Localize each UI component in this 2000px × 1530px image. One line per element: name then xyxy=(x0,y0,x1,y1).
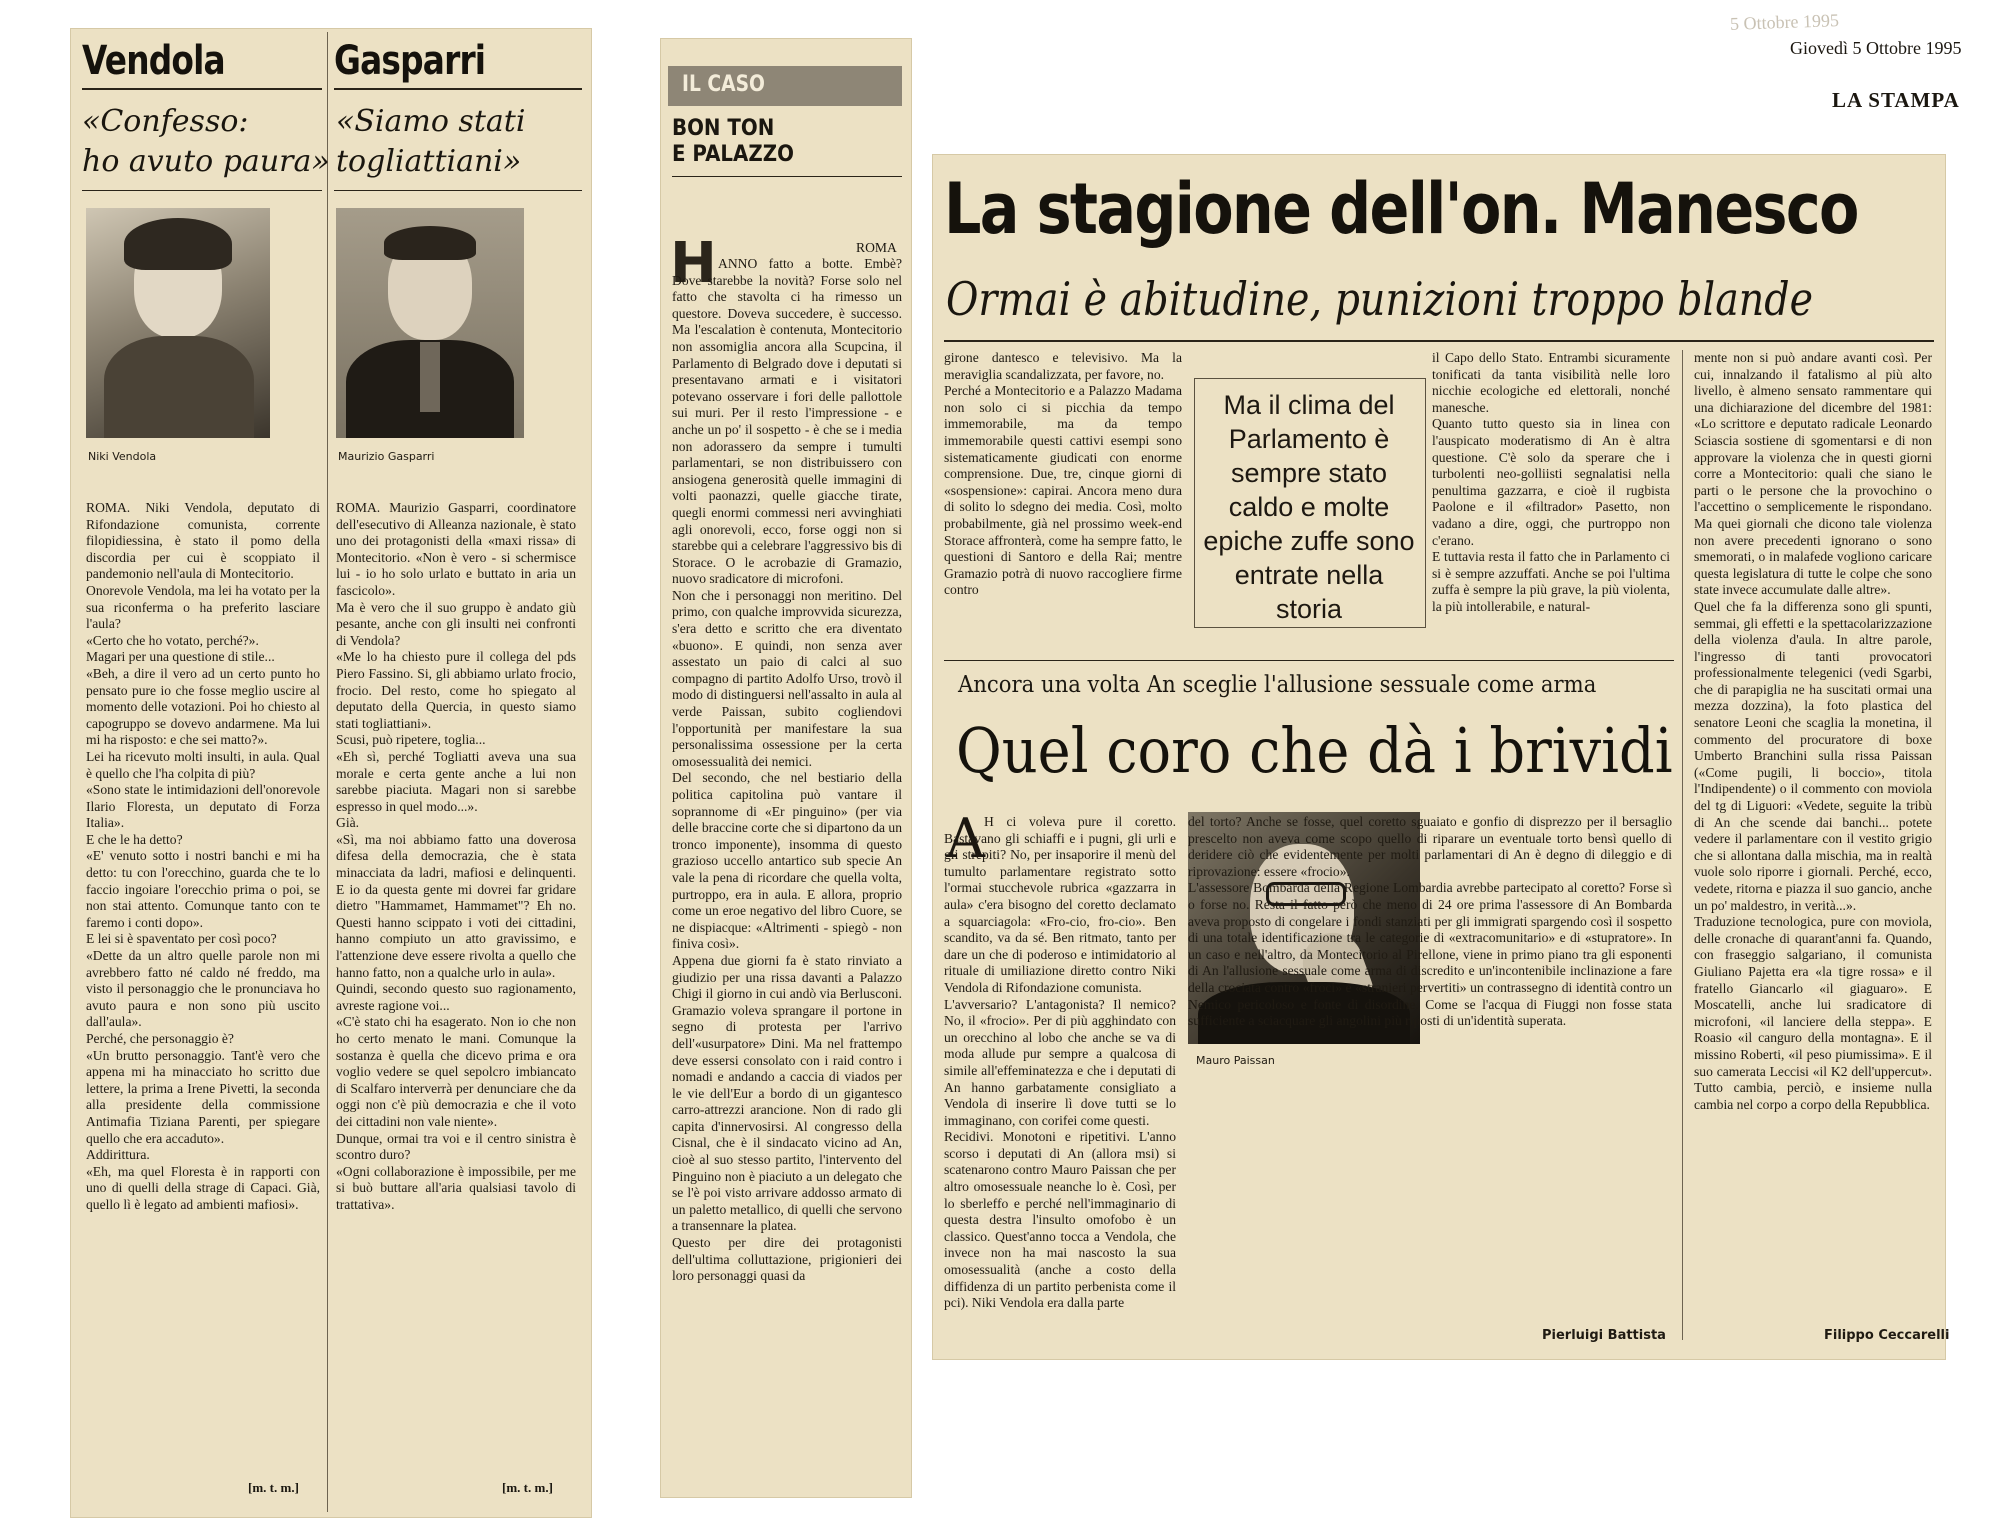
main-col3: mente non si può andare avanti così. Per cui, innalzando il fatalismo al più alto livello, è almeno sensato rammentare qui una dichiarazione del dicembre del 1981: «Lo scrittore e deputato radicale Leonardo Sciascia sostiene di sgomentarsi e di non approvare la violenza che in questi giorni corre a Montecitorio: quali che siano le parti o le persone che la provochino o l'accettino o semplicemente le rispondano. Ma quei giornali che dicono tale violenza non avere precedenti ignorano o sono smemorati, o in malafede vogliono caricare questa legislatura di tutte le colpe che sono state invece accumulate dalle altre». Quel che fa la differenza sono gli spunti, semmai, gli effetti e la spettacolarizzazione della violenza d'aula. In altre parole, l'ingresso di tanti provocatori professionalmente telegenici (vedi Sgarbi, che di parapiglia ne ha suscitati ormai una mezza dozzina), la foto plastica del senatore Leoni che scaglia la monetina, il commento del procuratore di boxe Umberto Branchini sulla rissa Paissan («Come pugili, li boccio», titola l'Indipendente) o il commento con moviola del tg di Liguori: «Vedete, seguite la tribù di An che scende dai banchi... potete vedere il parlamentare con il vestito grigio che si allontana dalla mischia, ma in realtà vuole solo riporre i giornali. Perché, ecco, vedete, ritorna e piazza il suo gancio, anche un po' maldestro, in verità...». Traduzione tecnologica, pure con moviola, delle cronache di quarant'anni fa. Quando, con fraseggio salgariano, il comunista Giuliano Pajetta era «la tigre rossa» e il fratello Giancarlo «il giaguaro». E Moscatelli, anche lui sradicatore di microfoni, «il lanciere della steppa». E Roasio «il canguro della montagna». E il missino Roberti, «il peso piumissima». E il suo camerata Leccisi «il K2 dell'uppercut». Tutto cambia, perciò, e insieme nulla cambia nel corpo a corpo della Repubblica. xyxy=(1694,350,1932,1112)
main-col2: il Capo dello Stato. Entrambi sicuramente tonificati da tanta visibilità nelle loro nicchie ecologiche ed elettorali, nonché manesche. Quanto tutto questo sia in linea con l'auspicato moderatismo di An è altra questione. C'è solo da sperare che i turbolenti neo-golliisti segnalatisi nella penultima gazzarra, e cioè il rugbista Paolone e il «filtrador» Pasetto, non vadano a dire, oggi, che purtroppo non c'erano. E tuttavia resta il fatto che in Parlamento ci si è sempre azzuffati. Anche se poi l'ultima zuffa è sempre la più grave, la più violenta, la più intollerabile, e natural- xyxy=(1432,350,1670,614)
gasparri-quote-line2: togliattiani» xyxy=(336,144,522,179)
vendola-byline: [m. t. m.] xyxy=(248,1480,299,1495)
gasparri-photo xyxy=(336,208,524,438)
vendola-quote-line2: ho avuto paura» xyxy=(82,144,330,179)
vendola-quote-line1: «Confesso: xyxy=(82,104,249,139)
main-byline: Filippo Ceccarelli xyxy=(1824,1328,1950,1343)
main-col3-divider xyxy=(1682,350,1683,1340)
paissan-photo-caption: Mauro Paissan xyxy=(1196,1054,1275,1067)
masthead-date: Giovedì 5 Ottobre 1995 xyxy=(1790,38,1962,58)
main-headline: La stagione dell'on. Manesco xyxy=(944,168,1858,250)
caso-dateline: ROMA xyxy=(856,240,897,255)
vendola-name: Vendola xyxy=(82,38,225,84)
coro-headline: Quel coro che dà i brividi xyxy=(956,714,1673,787)
column-divider xyxy=(327,32,328,1512)
masthead-stamp: 5 Ottobre 1995 xyxy=(1729,10,1840,34)
gasparri-name: Gasparri xyxy=(334,38,486,84)
coro-kicker: Ancora una volta An sceglie l'allusione sessuale come arma xyxy=(958,672,1597,698)
coro-dropcap: A xyxy=(946,807,985,870)
main-col1: girone dantesco e televisivo. Ma la meraviglia scandalizzata, per favore, no. Perché a Montecitorio e a Palazzo Madama non solo ci si picchia da tempo immemorabile, ma da tempo immemorabile questi cattivi esempi sono sistematicamente giudicati con enorme comprensione. Due, tre, cinque giorni di «sospensione»: capirai. Ancora meno dura di solito lo sdegno dei media. Così, molto probabilmente, già nel prossimo week-end Storace affronterà, come ha sempre fatto, le questioni di Santoro e della Rai; mentre Gramazio potrà di nuovo raccogliere firme contro xyxy=(944,350,1182,598)
gasparri-interview-text: ROMA. Maurizio Gasparri, coordinatore dell'esecutivo di Alleanza nazionale, è stato uno dei protagonisti della «maxi rissa» di Montecitorio. «Non è vero - si schermisce lui - io ho solo urlato e buttato in aria un fascicolo». Ma è vero che il suo gruppo è andato giù pesante, anche con gli insulti nei confronti di Vendola? «Me lo ha chiesto pure il collega del pds Piero Fassino. Si, gli abbiamo urlato frocio, frocio. Del resto, come ho spiegato al deputato della Quercia, in questo siamo stati togliattiani». Scusi, può ripetere, toglia... «Eh sì, perché Togliatti aveva una sua morale e certa gente anche a lui non sarebbe piaciuta. Magari non si sarebbe espresso in quel modo...». Già. «Sì, ma noi abbiamo fatto una doverosa difesa della democrazia, che è stata minacciata da ladri, mafiosi e delinquenti. E io da questa gente mi dovrei far gridare dietro "Hammamet, Hammamet"? Eh no. Questi hanno scippato i voti dei cittadini, hanno compiuto un atto gravissimo, e l'attenzione deve essere rivolta a quello che hanno fatto, non a qualche urlo in aula». Quindi, secondo questo suo ragionamento, avreste ragione voi... «C'è stato chi ha esagerato. Non io che non ho certo menato le mani. Comunque la sostanza è quella che dicevo prima e ora voglio vedere se quel sepolcro imbiancato di Scalfaro interverrà per denunciare che da oggi non c'è più democrazia e che il voto dei cittadini non vale niente». Dunque, ormai tra voi e il centro sinistra è scontro duro? «Ogni collaborazione è impossibile, per me si buò buttare all'aria qualsiasi tavolo di trattativa». xyxy=(336,500,576,1212)
vendola-interview-text: ROMA. Niki Vendola, deputato di Rifondazione comunista, corrente filopidiessina, è stato il pomo della discordia per cui è scoppiato il pandemonio nell'aula di Montecitorio. Onorevole Vendola, ma lei ha votato per la sua riconferma o ha preferito lasciare l'aula? «Certo che ho votato, perché?». Magari per una questione di stile... «Beh, a dire il vero ad un certo punto ho pensato pure io che fosse meglio uscire al momento delle votazioni. Poi ho chiesto al capogruppo se dovevo andarmene. Ma lui mi ha risposto: e che sei matto?». Lei ha ricevuto molti insulti, in aula. Qual è quello che l'ha colpita di più? «Sono state le intimidazioni dell'onorevole Ilario Floresta, un deputato di Forza Italia». E che le ha detto? «E' venuto sotto i nostri banchi e mi ha detto: tu con l'orecchino, guarda che te lo faccio ingoiare l'orecchio prima o poi, se non stai attento. Comunque tanto con te faremo i conti dopo». E lei si è spaventato per così poco? «Dette da un altro quelle parole non mi avrebbero fatto né caldo né freddo, ma visto il personaggio che le pronunciava ho avuto paura e non sono più uscito dall'aula». Perché, che personaggio è? «Un brutto personaggio. Tant'è vero che appena mi ha minacciato ho scritto due lettere, la prima a Irene Pivetti, la seconda alla presidente della commissione Antimafia Tiziana Parenti, per spiegare quello che era accaduto». Addirittura. «Eh, ma quel Floresta è in rapporti con uno di quelli della strage di Capaci. Già, quello lì è legato ad ambienti mafiosi». xyxy=(86,500,320,1212)
main-pullquote: Ma il clima del Parlamento è sempre stato caldo e molte epiche zuffe sono entrate nella storia xyxy=(1203,390,1415,624)
gasparri-top-rule xyxy=(334,88,582,90)
masthead-paper: LA STAMPA xyxy=(1832,88,1960,112)
gasparri-quote-line1: «Siamo stati xyxy=(336,104,526,139)
gasparri-photo-caption: Maurizio Gasparri xyxy=(338,450,435,463)
coro-col2: del torto? Anche se fosse, quel coretto sguaiato e gonfio di disprezzo per il bersaglio prescelto non aveva come scopo quello di riparare un eventuale torto bensì quello di deridere ciò che evidentemente per molti parlamentari di An è degno di dileggio e di riprovazione: essere «frocio». L'assessore Bombarda della Regione Lombardia avrebbe partecipato al coretto? Forse sì o forse no. Resta il fatto però che meno di 24 ore prima l'assessore di An Bombarda aveva proposto di congelare i fondi stanziati per gli immigrati spargendo così il sospetto di una totale identificazione tra le categorie di «extracomunitario» e di «stupratore». In un caso e nell'altro, da Montecitorio al Pirellone, viene in primo piano tra gli esponenti di An l'allusione sessuale come arma di discredito e un'incontenibile inclinazione a fare della crociata contro «froci» e «stranieri pervertiti» un contrassegno di identità contro un Nemico pericoloso e fonte di disordine. Come se l'acqua di Fiuggi non fosse stata sufficiente a sciacquare gli angolini più riposti di un'identità superata. xyxy=(1188,814,1672,1029)
caso-title-line2: E PALAZZO xyxy=(672,142,794,167)
coro-byline: Pierluigi Battista xyxy=(1542,1328,1666,1343)
vendola-photo xyxy=(86,208,270,438)
caso-kicker: IL CASO xyxy=(682,72,765,97)
main-subhead-rule xyxy=(944,340,1934,342)
coro-top-rule xyxy=(944,660,1674,661)
caso-title-rule xyxy=(672,176,902,177)
vendola-top-rule xyxy=(82,88,322,90)
vendola-quote-rule xyxy=(82,190,322,191)
caso-text-body: ANNO fatto a botte. Embè? Dove starebbe la novità? Forse solo nel fatto che stavolta ci ha rimesso un questore. Doveva succedere, è successo. Ma l'escalation è contenuta, Montecitorio non assomiglia ancora alla Scupcina, il Parlamento di Belgrado dove i deputati si presentavano armati e i visitatori potevano osservare i fori delle pallottole sui muri. Per il resto l'impressione - e anche un po' il sospetto - è che se i media non adorassero da sempre i tumulti parlamentari, se non distribuissero con ansiogena generosità quelle immagini di volti paonazzi, quelle giacche tirate, quegli enormi commessi neri avvinghiati agli onorevoli, ecco, forse oggi non si starebbe qui a celebrare l'aggressivo bis di Storace. O le acrobazie di Gramazio, nuovo sradicatore di microfoni. Non che i personaggi non meritino. Del primo, con qualche improvvida sicurezza, s'era detto e scritto che era diventato «buono». E quindi, non senza aver assestato un paio di calci al suo compagno di partito Adolfo Urso, trovò il modo di distinguersi nell'assalto in aula al verde Paissan, subito cogliendovi l'opportunità per manifestare la sua personalissima ossessione per la certa omosessualità dei nemici. Del secondo, che nel bestiario della politica capitolina può vantare il soprannome di «Er pinguino» (per via delle braccine corte che si dipartono da un tronco imponente), insomma di questo grazioso uccello antartico sub specie An vale la pena di ricordare che quella volta, purtroppo, era in aula. E allora, proprio come un eroe negativo del libro Cuore, se ne dispiacque: «Altrimenti - spiegò - non finiva così». Appena due giorni fa è stato rinviato a giudizio per una rissa davanti a Palazzo Chigi il giorno in cui andò via Berlusconi. Gramazio voleva sprangare il portone in segno di protesta per l'arrivo dell'«usurpatore» Dini. Ma nel frattempo deve essersi consolato con i raid contro i nomadi e andando a caccia di viados per le vie dell'Eur a bordo di un gigantesco carro-attrezzi arancione. Non di rado gli capita d'innervosirsi. Al congresso della Cisnal, che è il sindacato vicino ad An, cioè al suo stesso partito, l'intervento del Pinguino non è piaciuto a un delegato che se l'è poi visto arrivare addosso armato di un paletto metallico, di quelli che servono a transennare la platea. Questo per dire dei protagonisti dell'ultima colluttazione, prigionieri dei loro personaggi quasi da xyxy=(672,256,902,1284)
coro-col1: H ci voleva pure il coretto. Bastavano gli schiaffi e i pugni, gli urli e gli strepiti? No, per insaporire il menù del tumulto parlamentare registrato sotto l'ormai stucchevole rubrica «gazzarra in aula» c'era bisogno del coretto declamato a squarciagola: «Fro-cio, fro-cio». Ben scandito, va da sé. Ben ritmato, tanto per dare un che di poderoso e intimidatorio al rituale di umiliazione diretto contro Niki Vendola di Rifondazione comunista. L'avversario? L'antagonista? Il nemico? No, il «frocio». Per di più agghindato con un orecchino al lobo che anche se va di moda allude pur sempre a qualcosa di simile all'effeminatezza e che i deputati di An hanno garbatamente consigliato a Vendola di inserire lì dove tutti se lo immaginano, con corifei come questi. Recidivi. Monotoni e ripetitivi. L'anno scorso i deputati di An (allora msi) si scatenarono contro Mauro Paissan che per altro omosessuale neanche lo è. Così, per lo sberleffo e perché nell'immaginario di questa destra l'insulto omofobo è un classico. Quest'anno tocca a Vendola, che invece non ha mai nascosto la sua omosessualità (anche a costo della diffidenza di un partito perbenista come il pci). Niki Vendola era dalla parte xyxy=(944,814,1176,1311)
gasparri-byline: [m. t. m.] xyxy=(502,1480,553,1495)
vendola-photo-caption: Niki Vendola xyxy=(88,450,157,463)
caso-dropcap: H xyxy=(670,231,717,296)
main-subhead: Ormai è abitudine, punizioni troppo blande xyxy=(946,272,1814,326)
gasparri-quote-rule xyxy=(334,190,582,191)
caso-title-line1: BON TON xyxy=(672,116,775,141)
